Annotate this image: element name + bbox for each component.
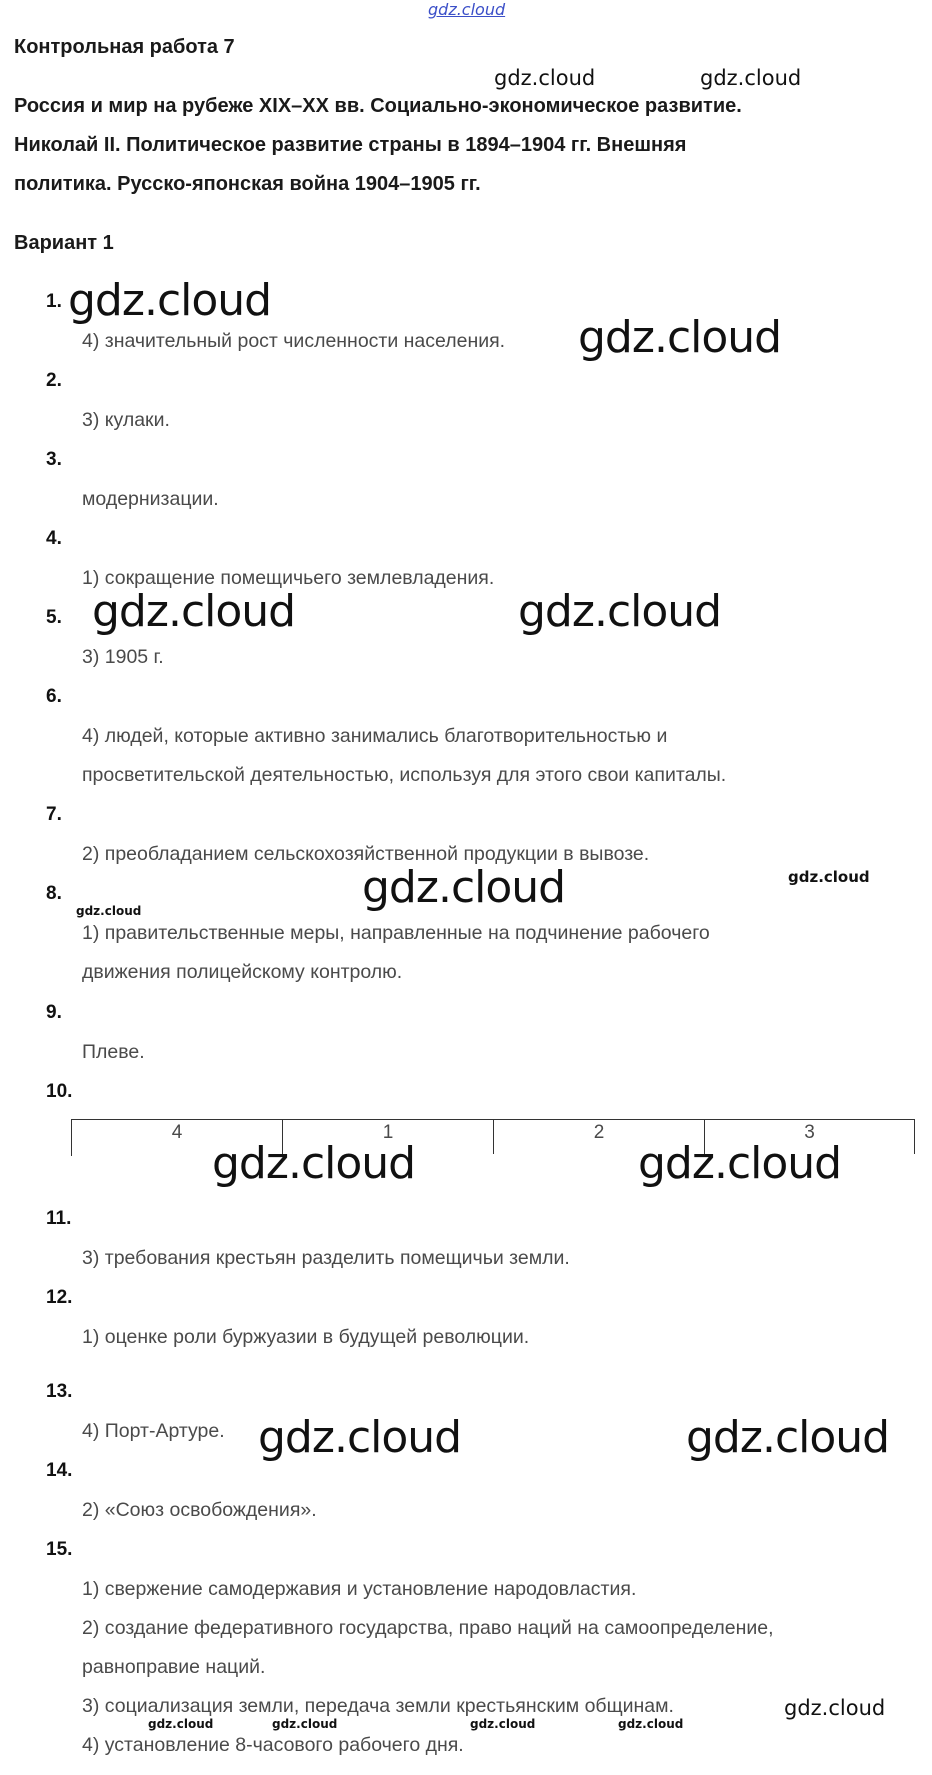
answer-text: 1) оценке роли буржуазии в будущей революции. xyxy=(82,1326,530,1348)
watermark: gdz.cloud xyxy=(362,862,566,913)
table-cell: 2 xyxy=(493,1120,704,1154)
answer-text: 1) правительственные меры, направленные на подчинение рабочего xyxy=(82,922,710,944)
answer-number: 15. xyxy=(46,1539,73,1560)
watermark: gdz.cloud xyxy=(212,1138,416,1189)
topic-line-3: политика. Русско-японская война 1904–1905 гг. xyxy=(14,173,481,195)
topic-line-1: Россия и мир на рубеже XIX–XX вв. Социально-экономическое развитие. xyxy=(14,95,742,117)
answer-text: модернизации. xyxy=(82,488,219,510)
watermark: gdz.cloud xyxy=(470,1717,536,1731)
answer-text: 4) значительный рост численности населения. xyxy=(82,330,506,352)
answer-text: движения полицейскому контролю. xyxy=(82,961,403,983)
answer-number: 14. xyxy=(46,1460,73,1481)
answer-number: 12. xyxy=(46,1287,73,1308)
table-cell: 4 xyxy=(71,1120,282,1156)
page-title: Контрольная работа 7 xyxy=(14,36,235,58)
answer-text: 3) кулаки. xyxy=(82,409,170,431)
answer-text: просветительской деятельностью, используя для этого свои капиталы. xyxy=(82,764,727,786)
answer-number: 1. xyxy=(46,291,62,312)
answer-number: 7. xyxy=(46,804,62,825)
answer-text: 2) «Союз освобождения». xyxy=(82,1499,317,1521)
watermark: gdz.cloud xyxy=(76,904,142,918)
answer-text: 3) социализация земли, передача земли крестьянским общинам. xyxy=(82,1695,674,1717)
answer-number: 3. xyxy=(46,449,62,470)
watermark: gdz.cloud xyxy=(686,1412,890,1463)
answer-number: 9. xyxy=(46,1002,62,1023)
answer-text: 4) установление 8-часового рабочего дня. xyxy=(82,1734,464,1756)
table-cell: 1 xyxy=(282,1120,493,1154)
answer-text: Плеве. xyxy=(82,1041,145,1063)
site-tag-link[interactable]: gdz.cloud xyxy=(428,0,506,19)
watermark: gdz.cloud xyxy=(700,66,802,90)
answer-text: 4) Порт-Артуре. xyxy=(82,1420,225,1442)
answer-number: 13. xyxy=(46,1381,73,1402)
answer-number: 4. xyxy=(46,528,62,549)
answer-number: 10. xyxy=(46,1081,73,1102)
answer-number: 2. xyxy=(46,370,62,391)
answer-number: 6. xyxy=(46,686,62,707)
answer-text: 1) сокращение помещичьего землевладения. xyxy=(82,567,495,589)
answer-text: 1) свержение самодержавия и установление народовластия. xyxy=(82,1578,637,1600)
watermark: gdz.cloud xyxy=(68,275,272,326)
watermark: gdz.cloud xyxy=(578,312,782,363)
watermark: gdz.cloud xyxy=(518,586,722,637)
answer-text: 2) преобладанием сельскохозяйственной продукции в вывозе. xyxy=(82,843,650,865)
answer-number: 8. xyxy=(46,883,62,904)
answer-text: 3) требования крестьян разделить помещичьи земли. xyxy=(82,1247,570,1269)
topic-line-2: Николай II. Политическое развитие страны в 1894–1904 гг. Внешняя xyxy=(14,134,687,156)
watermark: gdz.cloud xyxy=(618,1717,684,1731)
table-cell: 3 xyxy=(704,1120,915,1154)
watermark: gdz.cloud xyxy=(258,1412,462,1463)
answer-text: 4) людей, которые активно занимались благотворительностью и xyxy=(82,725,668,747)
watermark: gdz.cloud xyxy=(92,586,296,637)
watermark: gdz.cloud xyxy=(272,1717,338,1731)
answer-number: 5. xyxy=(46,607,62,628)
answer-number: 11. xyxy=(46,1208,72,1229)
watermark: gdz.cloud xyxy=(148,1717,214,1731)
answer-text: 3) 1905 г. xyxy=(82,646,164,668)
answer-text: равноправие наций. xyxy=(82,1656,266,1678)
variant-label: Вариант 1 xyxy=(14,232,114,254)
watermark: gdz.cloud xyxy=(494,66,596,90)
answer-text: 2) создание федеративного государства, право наций на самоопределение, xyxy=(82,1617,774,1639)
watermark: gdz.cloud xyxy=(638,1138,842,1189)
watermark: gdz.cloud xyxy=(784,1696,886,1720)
watermark: gdz.cloud xyxy=(788,868,870,886)
